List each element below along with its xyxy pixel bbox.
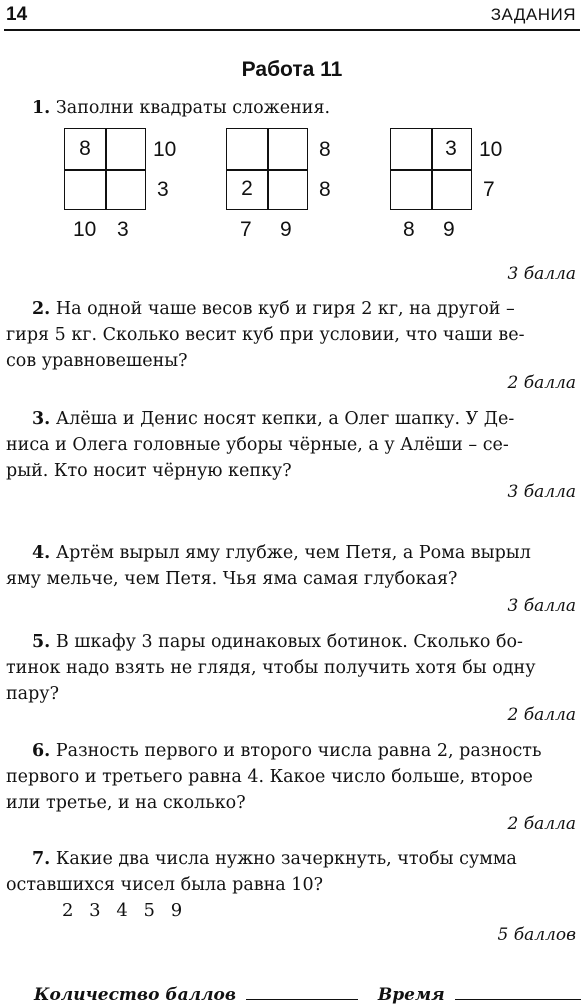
task-4-score: 3 балла: [507, 596, 576, 616]
header-rule: [4, 29, 580, 31]
footer: [34, 985, 581, 1005]
col-sum: 7: [240, 218, 252, 241]
grid-cell[interactable]: 8: [79, 137, 91, 160]
row-sum: 8: [319, 138, 331, 161]
task-6-score: 2 балла: [507, 814, 576, 834]
task-2-score: 2 балла: [507, 373, 576, 393]
col-sum: 8: [403, 218, 415, 241]
addition-square-2: [226, 128, 308, 210]
task-7: 7. Какие два числа нужно зачеркнуть, чтобы сумма оставшихся чисел была равна 10?: [6, 849, 517, 895]
row-sum: 10: [153, 138, 177, 161]
section-title: ЗАДАНИЯ: [490, 5, 576, 24]
task-5: 5. В шкафу 3 пары одинаковых ботинок. Сколько бо- тинок надо взять не глядя, чтобы получить хотя бы одну пару?: [6, 632, 536, 704]
grid-cell[interactable]: [65, 169, 105, 209]
row-sum: 3: [157, 178, 169, 201]
task-text: Заполни квадраты сложения.: [55, 98, 331, 118]
number-row[interactable]: 2 3 4 5 9: [62, 900, 183, 921]
task-5-score: 2 балла: [507, 705, 576, 725]
task-2: 2. На одной чаше весов куб и гиря 2 кг, на другой – гиря 5 кг. Сколько весит куб при условии, что чаши ве- сов уравновешены?: [6, 299, 525, 371]
task-1-score: 3 балла: [507, 264, 576, 284]
addition-square-1: [64, 128, 146, 210]
grid-cell[interactable]: [227, 129, 267, 169]
task-4: 4. Артём вырыл яму глубже, чем Петя, а Рома вырыл яму мельче, чем Петя. Чья яма самая глубокая?: [6, 543, 531, 589]
task-1: [6, 95, 576, 121]
points-blank[interactable]: [246, 985, 358, 1000]
grid-cell[interactable]: [105, 129, 145, 169]
col-sum: 9: [443, 218, 455, 241]
time-blank[interactable]: [455, 985, 581, 1000]
task-7-score: 5 баллов: [497, 925, 576, 945]
grid-cell[interactable]: [391, 129, 431, 169]
row-sum: 7: [483, 178, 495, 201]
grid-cell[interactable]: [267, 169, 307, 209]
time-label: Время: [377, 985, 445, 1005]
task-3: 3. Алёша и Денис носят кепки, а Олег шапку. У Де- ниса и Олега головные уборы чёрные, а у Алёши – се- рый. Кто носит чёрную кепку?: [6, 409, 515, 481]
points-label: Количество баллов: [34, 985, 237, 1005]
page-header: [0, 0, 584, 32]
grid-cell[interactable]: [431, 169, 471, 209]
addition-square-3: [390, 128, 472, 210]
grid-cell[interactable]: 3: [445, 137, 457, 160]
row-sum: 8: [319, 178, 331, 201]
col-sum: 10: [73, 218, 97, 241]
grid-cell[interactable]: 2: [241, 177, 253, 200]
work-title: Работа 11: [241, 58, 343, 81]
page-number: 14: [6, 4, 28, 25]
grid-cell[interactable]: [105, 169, 145, 209]
col-sum: 3: [117, 218, 129, 241]
grid-cell[interactable]: [267, 129, 307, 169]
grid-cell[interactable]: [391, 169, 431, 209]
row-sum: 10: [479, 138, 503, 161]
col-sum: 9: [280, 218, 292, 241]
task-3-score: 3 балла: [507, 482, 576, 502]
task-6: 6. Разность первого и второго числа равна 2, разность первого и третьего равна 4. Какое число больше, второе или третье, и на сколько?: [6, 741, 542, 813]
task-number: 1.: [32, 98, 51, 118]
